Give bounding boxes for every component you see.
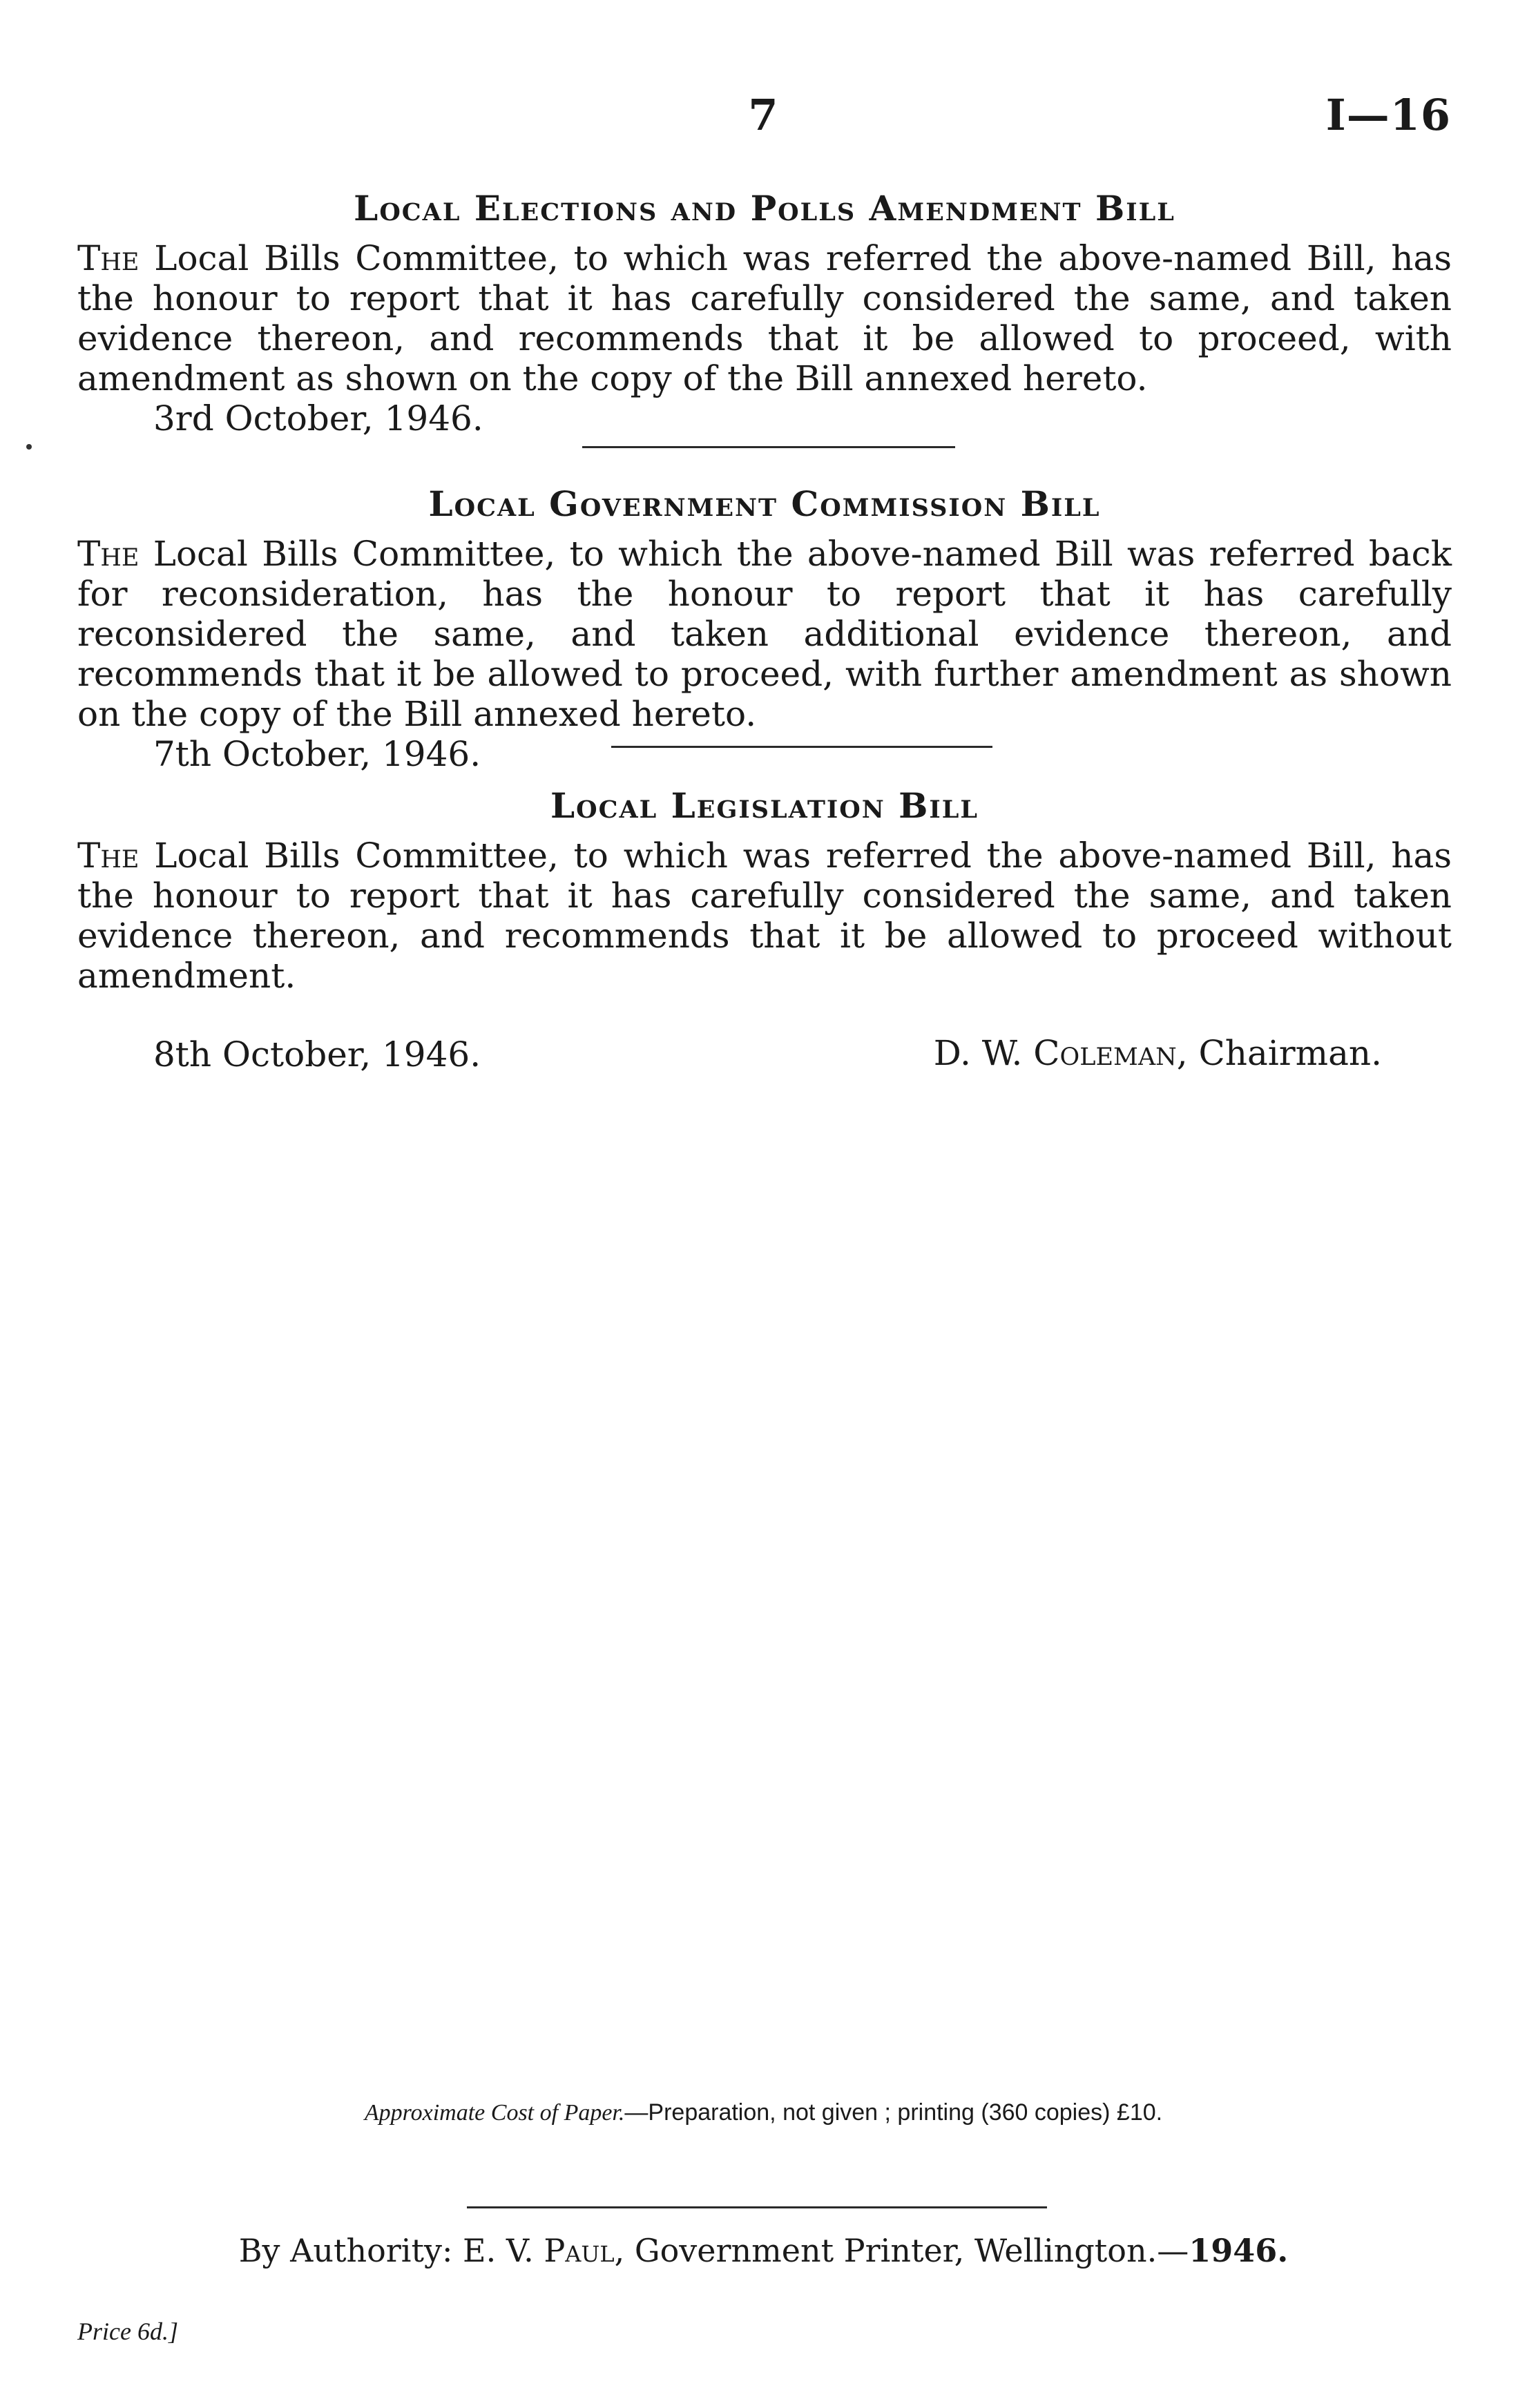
paragraph-body: Local Bills Committee, to which was referred the above-named Bill, has the honour to report that it has carefully considered the same, and taken evidence thereon, and recommends that it be allowed to proceed, with amendment as shown on the copy of the Bill annexed hereto. xyxy=(77,238,1452,398)
price-note: Price 6d.] xyxy=(77,2318,178,2345)
paragraph-body: Local Bills Committee, to which the above-named Bill was referred back for reconsideration, has the honour to report that it has carefully reconsidered the same, and taken additional evidence thereon, and recommends that it be allowed to proceed, with further amendment as shown on the copy of the Bill annexed hereto. xyxy=(77,534,1452,734)
paragraph-body: Local Bills Committee, to which was referred the above-named Bill, has the honour to report that it has carefully considered the same, and taken evidence thereon, and recommends that it be allowed to proceed without amendment. xyxy=(77,836,1452,996)
printer-authority-line xyxy=(0,2232,1527,2269)
section-local-legislation-bill xyxy=(77,785,1452,1075)
footer-rule xyxy=(467,2206,1047,2208)
cost-of-paper-note xyxy=(0,2099,1527,2126)
chairman-signature xyxy=(934,1033,1382,1073)
section-paragraph xyxy=(77,238,1452,398)
cost-label: Approximate Cost of Paper. xyxy=(364,2100,625,2126)
paragraph-lead: The xyxy=(77,534,140,574)
cost-text: —Preparation, not given ; printing (360 copies) £10. xyxy=(624,2099,1163,2126)
section-title: Local Elections and Polls Amendment Bill xyxy=(354,188,1175,229)
paragraph-lead: The xyxy=(77,238,140,278)
section-title: Local Government Commission Bill xyxy=(428,483,1101,524)
signature-role: , Chairman. xyxy=(1176,1033,1382,1073)
section-local-government-commission-bill xyxy=(77,483,1452,774)
section-date: 7th October, 1946. xyxy=(153,734,481,774)
section-title: Local Legislation Bill xyxy=(550,785,979,826)
section-date: 3rd October, 1946. xyxy=(153,398,483,439)
printing-year: 1946. xyxy=(1189,2232,1289,2269)
section-paragraph xyxy=(77,836,1452,996)
signature-initials: D. W. xyxy=(933,1033,1034,1073)
section-date: 8th October, 1946. xyxy=(153,1034,481,1075)
authority-prefix: By Authority: E. V. xyxy=(238,2232,544,2269)
section-divider xyxy=(582,446,955,448)
printer-surname: Paul xyxy=(544,2232,615,2269)
section-paragraph xyxy=(77,534,1452,734)
document-code: I—16 xyxy=(1325,90,1451,140)
section-divider xyxy=(611,746,992,748)
authority-suffix: , Government Printer, Wellington.— xyxy=(614,2232,1189,2269)
section-local-elections-bill xyxy=(77,188,1452,439)
stray-ink-mark xyxy=(26,444,32,450)
page-number: 7 xyxy=(748,90,778,140)
signature-surname: Coleman xyxy=(1033,1033,1177,1073)
paragraph-lead: The xyxy=(77,836,140,876)
